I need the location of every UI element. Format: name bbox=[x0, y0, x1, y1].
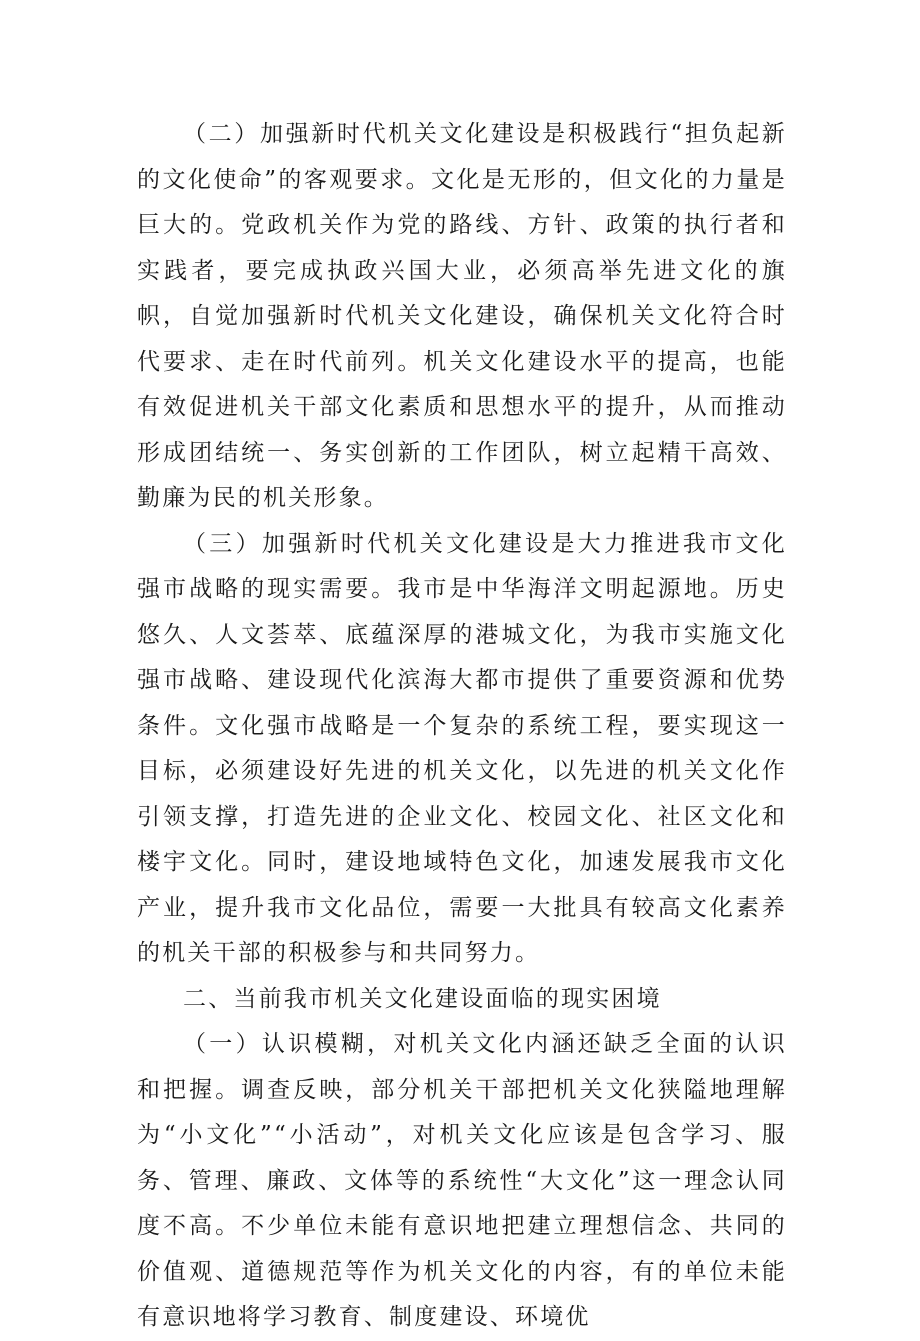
document-body bbox=[137, 112, 787, 1341]
paragraph-section2-1: （一）认识模糊，对机关文化内涵还缺乏全面的认识和把握。调查反映，部分机关干部把机关文化狭隘地理解为“小文化”“小活动”，对机关文化应该是包含学习、服务、管理、廉政、文体等的系统性“大文化”这一理念认同度不高。不少单位未能有意识地把建立理想信念、共同的价值观、道德规范等作为机关文化的内容，有的单位未能有意识地将学习教育、制度建设、环境优 bbox=[137, 1031, 787, 1330]
paragraph-2: （二）加强新时代机关文化建设是积极践行“担负起新的文化使命”的客观要求。文化是无形的，但文化的力量是巨大的。党政机关作为党的路线、方针、政策的执行者和实践者，要完成执政兴国大业，必须高举先进文化的旗帜，自觉加强新时代机关文化建设，确保机关文化符合时代要求、走在时代前列。机关文化建设水平的提高，也能有效促进机关干部文化素质和思想水平的提升，从而推动形成团结统一、务实创新的工作团队，树立起精干高效、勤廉为民的机关形象。 bbox=[137, 121, 787, 511]
section-heading: 二、当前我市机关文化建设面临的现实困境 bbox=[183, 985, 662, 1012]
paragraph-3: （三）加强新时代机关文化建设是大力推进我市文化强市战略的现实需要。我市是中华海洋文明起源地。历史悠久、人文荟萃、底蕴深厚的港城文化，为我市实施文化强市战略、建设现代化滨海大都市提供了重要资源和优势条件。文化强市战略是一个复杂的系统工程，要实现这一目标，必须建设好先进的机关文化，以先进的机关文化作引领支撑，打造先进的企业文化、校园文化、社区文化和楼宇文化。同时，建设地域特色文化，加速发展我市文化产业，提升我市文化品位，需要一大批具有较高文化素养的机关干部的积极参与和共同努力。 bbox=[137, 530, 787, 966]
